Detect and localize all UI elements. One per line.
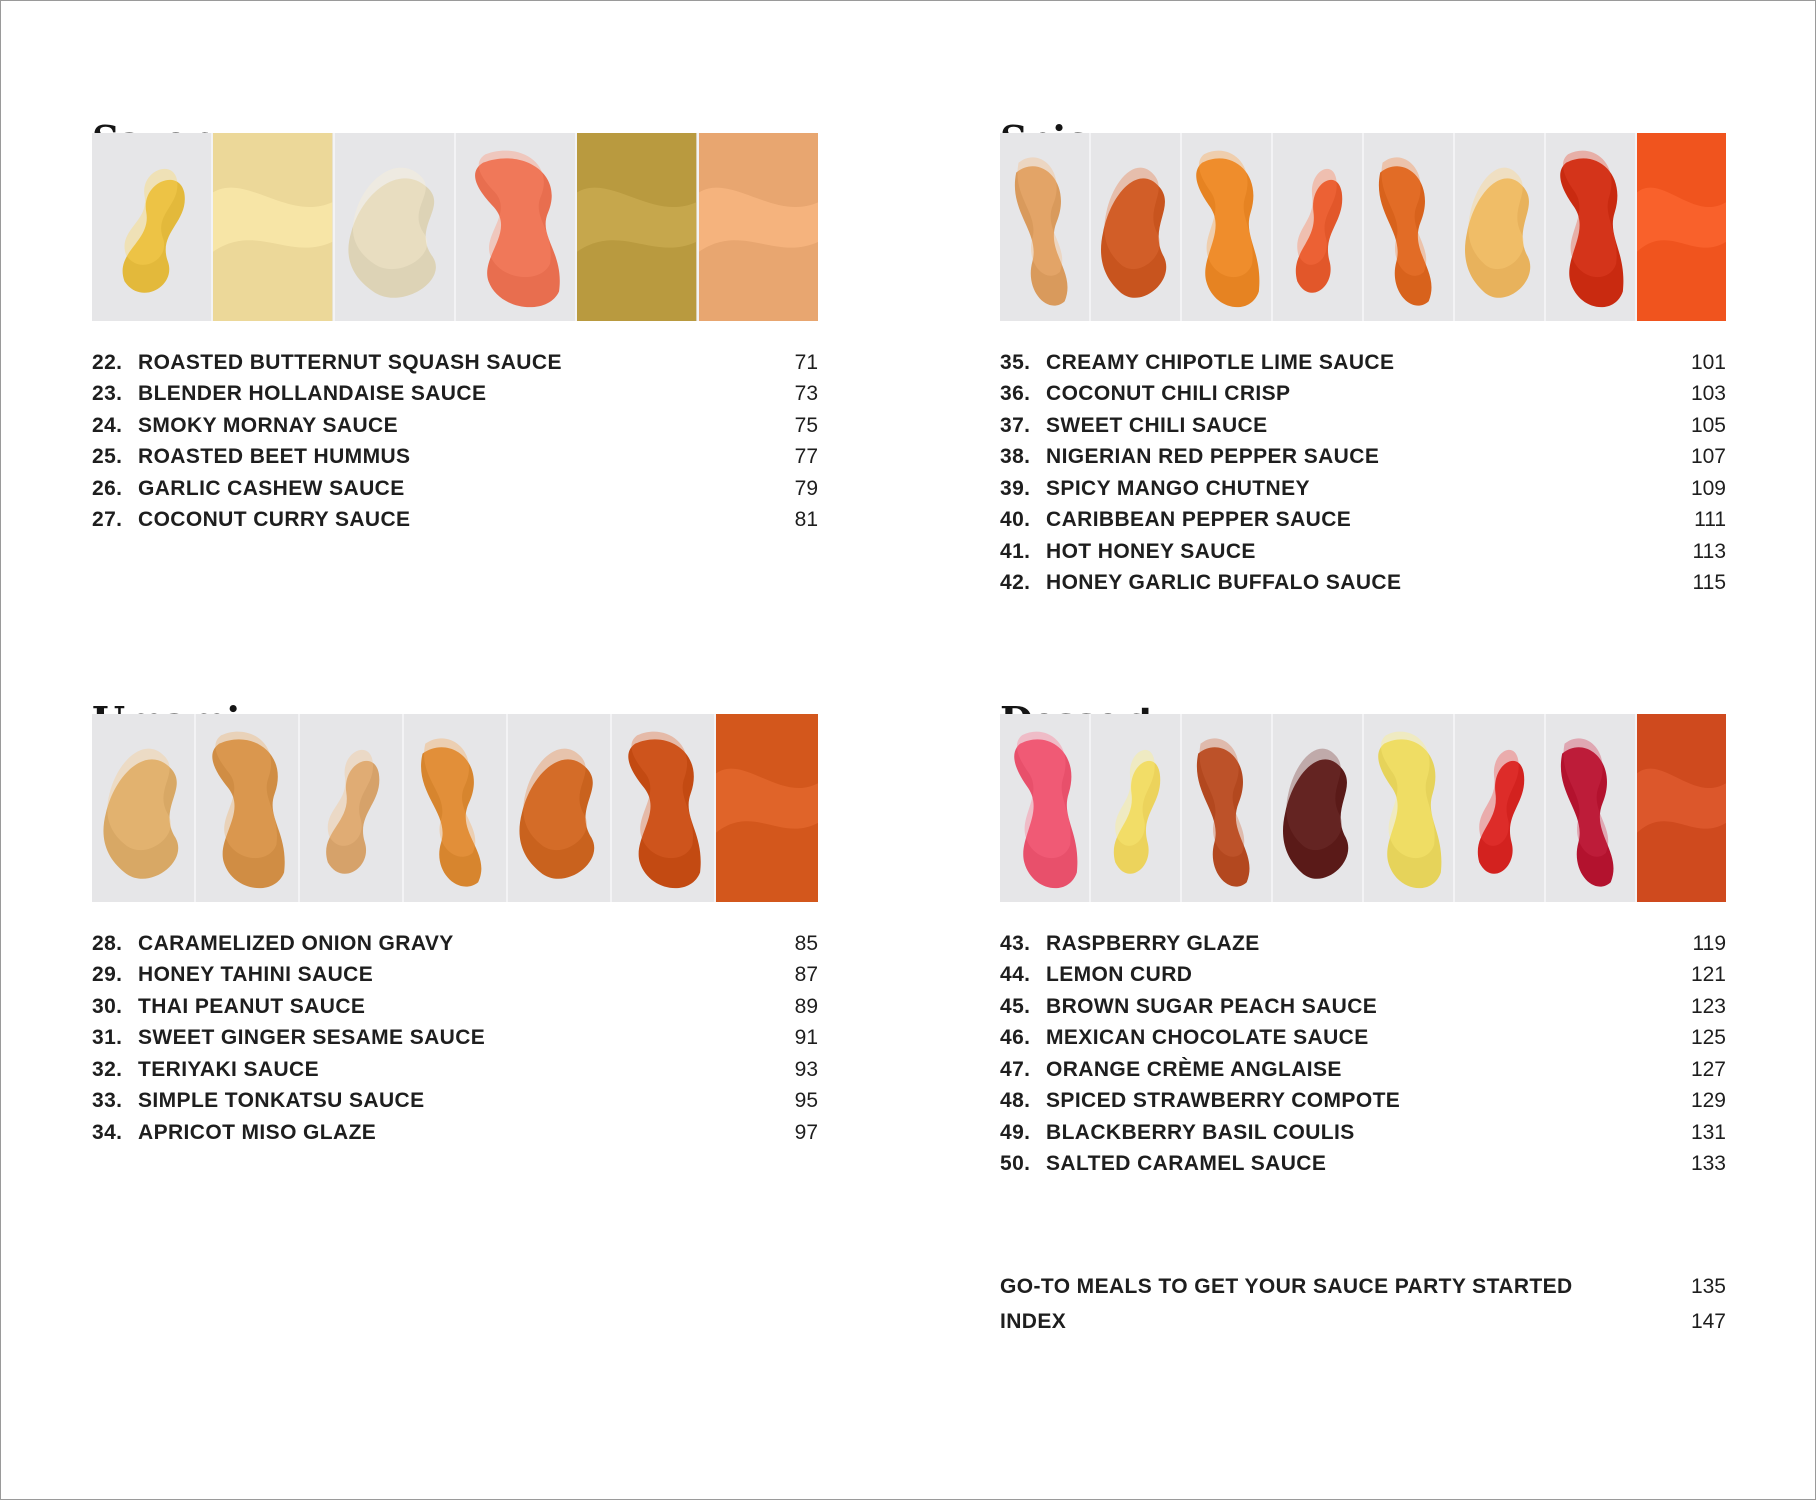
- back-matter-entry[interactable]: [1000, 1269, 1726, 1304]
- recipe-name: THAI PEANUT SAUCE: [138, 994, 366, 1018]
- page-number: 81: [794, 508, 818, 532]
- recipe-entry[interactable]: [1000, 505, 1726, 537]
- sauce-photo-tile: [612, 714, 716, 902]
- recipe-name: RASPBERRY GLAZE: [1046, 931, 1260, 955]
- recipe-number: 41.: [1000, 539, 1031, 563]
- sauce-photo-tile: [1364, 714, 1455, 902]
- page-number: 91: [794, 1026, 818, 1050]
- sauce-photo-strip: [1000, 714, 1726, 902]
- recipe-name: SPICED STRAWBERRY COMPOTE: [1046, 1089, 1401, 1113]
- page-number: 103: [1690, 382, 1726, 406]
- recipe-entry[interactable]: [92, 347, 818, 379]
- sauce-photo-tile: [404, 714, 508, 902]
- sauce-photo-tile: [335, 133, 456, 321]
- entry-name: INDEX: [1000, 1309, 1067, 1333]
- recipe-number: 36.: [1000, 382, 1031, 406]
- recipe-number: 27.: [92, 508, 123, 532]
- page-number: 95: [794, 1089, 818, 1113]
- recipe-number: 22.: [92, 350, 123, 374]
- page-number: 105: [1690, 413, 1726, 437]
- recipe-entry[interactable]: [92, 1086, 818, 1118]
- back-matter-entry[interactable]: [1000, 1304, 1726, 1339]
- recipe-entry[interactable]: [1000, 568, 1726, 600]
- recipe-entry[interactable]: [1000, 928, 1726, 960]
- recipe-number: 34.: [92, 1120, 123, 1144]
- recipe-entry[interactable]: [1000, 1023, 1726, 1055]
- sauce-photo-tile: [1455, 714, 1546, 902]
- sauce-photo-strip: [92, 133, 818, 321]
- page-number: 93: [794, 1057, 818, 1081]
- recipe-number: 48.: [1000, 1089, 1031, 1113]
- sauce-photo-tile: [1546, 714, 1637, 902]
- sauce-photo-tile: [1000, 714, 1091, 902]
- sauce-photo-tile: [577, 133, 698, 321]
- recipe-name: HONEY GARLIC BUFFALO SAUCE: [1046, 571, 1402, 595]
- page-number: 129: [1690, 1089, 1726, 1113]
- recipe-number: 37.: [1000, 413, 1031, 437]
- sauce-photo-tile: [508, 714, 612, 902]
- page-number: 85: [794, 931, 818, 955]
- sauce-photo-tile: [213, 133, 334, 321]
- recipe-number: 45.: [1000, 994, 1031, 1018]
- recipe-name: ORANGE CRÈME ANGLAISE: [1046, 1057, 1342, 1081]
- page-number: 87: [794, 963, 818, 987]
- recipe-name: BROWN SUGAR PEACH SAUCE: [1046, 994, 1378, 1018]
- recipe-entry[interactable]: [92, 410, 818, 442]
- recipe-entry[interactable]: [92, 442, 818, 474]
- recipe-entry[interactable]: [92, 1117, 818, 1149]
- recipe-name: CARIBBEAN PEPPER SAUCE: [1046, 508, 1352, 532]
- sauce-photo-tile: [1364, 133, 1455, 321]
- recipe-name: HONEY TAHINI SAUCE: [138, 963, 374, 987]
- recipe-name: APRICOT MISO GLAZE: [138, 1120, 377, 1144]
- page-number: 123: [1690, 994, 1726, 1018]
- recipe-name: HOT HONEY SAUCE: [1046, 539, 1256, 563]
- page-number: 125: [1690, 1026, 1726, 1050]
- back-matter-list: [1000, 1269, 1726, 1339]
- recipe-entry[interactable]: [92, 1023, 818, 1055]
- sauce-photo-tile: [699, 133, 818, 321]
- recipe-entry[interactable]: [1000, 473, 1726, 505]
- page-number: 135: [1690, 1274, 1726, 1298]
- recipe-entry[interactable]: [92, 960, 818, 992]
- recipe-name: CARAMELIZED ONION GRAVY: [138, 931, 454, 955]
- recipe-name: SWEET CHILI SAUCE: [1046, 413, 1268, 437]
- sauce-photo-tile: [1455, 133, 1546, 321]
- recipe-entry[interactable]: [1000, 1054, 1726, 1086]
- recipe-entry[interactable]: [92, 991, 818, 1023]
- recipe-number: 29.: [92, 963, 123, 987]
- recipe-number: 49.: [1000, 1120, 1031, 1144]
- recipe-name: TERIYAKI SAUCE: [138, 1057, 320, 1081]
- sauce-photo-tile: [1182, 133, 1273, 321]
- recipe-name: ROASTED BUTTERNUT SQUASH SAUCE: [138, 350, 562, 374]
- page-number: 115: [1692, 571, 1726, 595]
- page-number: 121: [1690, 963, 1726, 987]
- recipe-name: NIGERIAN RED PEPPER SAUCE: [1046, 445, 1380, 469]
- recipe-number: 25.: [92, 445, 123, 469]
- page-number: 113: [1692, 539, 1726, 563]
- recipe-number: 26.: [92, 476, 123, 500]
- page-number: 89: [794, 994, 818, 1018]
- recipe-entry[interactable]: [92, 928, 818, 960]
- page-number: 131: [1690, 1120, 1726, 1144]
- sauce-photo-strip: [92, 714, 818, 902]
- recipe-number: 42.: [1000, 571, 1031, 595]
- recipe-number: 30.: [92, 994, 123, 1018]
- recipe-number: 46.: [1000, 1026, 1031, 1050]
- page-number: 75: [794, 413, 818, 437]
- recipe-name: MEXICAN CHOCOLATE SAUCE: [1046, 1026, 1369, 1050]
- recipe-number: 38.: [1000, 445, 1031, 469]
- sauce-photo-tile: [1546, 133, 1637, 321]
- sauce-photo-tile: [300, 714, 404, 902]
- recipe-entry[interactable]: [1000, 1149, 1726, 1181]
- recipe-entry[interactable]: [92, 379, 818, 411]
- sauce-photo-strip: [1000, 133, 1726, 321]
- sauce-photo-tile: [1637, 133, 1726, 321]
- sauce-photo-tile: [456, 133, 577, 321]
- sauce-photo-tile: [1091, 133, 1182, 321]
- recipe-number: 39.: [1000, 476, 1031, 500]
- recipe-number: 40.: [1000, 508, 1031, 532]
- recipe-number: 43.: [1000, 931, 1031, 955]
- page-number: 97: [794, 1120, 818, 1144]
- recipe-number: 31.: [92, 1026, 123, 1050]
- recipe-entry[interactable]: [1000, 1117, 1726, 1149]
- recipe-entry[interactable]: [1000, 960, 1726, 992]
- page-number: 109: [1690, 476, 1726, 500]
- recipe-number: 33.: [92, 1089, 123, 1113]
- recipe-entry[interactable]: [1000, 410, 1726, 442]
- recipe-name: BLENDER HOLLANDAISE SAUCE: [138, 382, 487, 406]
- sauce-photo-tile: [1273, 714, 1364, 902]
- recipe-name: COCONUT CURRY SAUCE: [138, 508, 411, 532]
- sauce-photo-tile: [92, 714, 196, 902]
- sauce-photo-tile: [196, 714, 300, 902]
- entry-name: GO-TO MEALS TO GET YOUR SAUCE PARTY STARTED: [1000, 1274, 1573, 1298]
- recipe-list: [92, 928, 818, 1149]
- recipe-name: GARLIC CASHEW SAUCE: [138, 476, 405, 500]
- recipe-entry[interactable]: [92, 505, 818, 537]
- recipe-entry[interactable]: [1000, 347, 1726, 379]
- recipe-number: 47.: [1000, 1057, 1031, 1081]
- recipe-number: 50.: [1000, 1152, 1031, 1176]
- page-number: 107: [1690, 445, 1726, 469]
- page-number: 147: [1690, 1309, 1726, 1333]
- recipe-number: 44.: [1000, 963, 1031, 987]
- recipe-name: SALTED CARAMEL SAUCE: [1046, 1152, 1327, 1176]
- page-number: 101: [1690, 350, 1726, 374]
- sauce-photo-tile: [1000, 133, 1091, 321]
- page-number: 119: [1692, 931, 1726, 955]
- sauce-photo-tile: [92, 133, 213, 321]
- sauce-photo-tile: [1091, 714, 1182, 902]
- recipe-name: SIMPLE TONKATSU SAUCE: [138, 1089, 425, 1113]
- page-number: 127: [1690, 1057, 1726, 1081]
- recipe-number: 24.: [92, 413, 123, 437]
- recipe-name: COCONUT CHILI CRISP: [1046, 382, 1291, 406]
- page-number: 111: [1694, 508, 1726, 532]
- recipe-number: 28.: [92, 931, 123, 955]
- page-number: 71: [794, 350, 818, 374]
- sauce-photo-tile: [1182, 714, 1273, 902]
- page-number: 79: [794, 476, 818, 500]
- recipe-entry[interactable]: [1000, 379, 1726, 411]
- recipe-entry[interactable]: [92, 473, 818, 505]
- recipe-list: [1000, 347, 1726, 599]
- recipe-entry[interactable]: [1000, 1086, 1726, 1118]
- recipe-entry[interactable]: [1000, 442, 1726, 474]
- page-number: 77: [794, 445, 818, 469]
- recipe-entry[interactable]: [1000, 991, 1726, 1023]
- recipe-list: [1000, 928, 1726, 1180]
- recipe-name: CREAMY CHIPOTLE LIME SAUCE: [1046, 350, 1395, 374]
- recipe-list: [92, 347, 818, 536]
- recipe-name: SPICY MANGO CHUTNEY: [1046, 476, 1310, 500]
- recipe-name: SWEET GINGER SESAME SAUCE: [138, 1026, 486, 1050]
- recipe-name: BLACKBERRY BASIL COULIS: [1046, 1120, 1355, 1144]
- recipe-name: LEMON CURD: [1046, 963, 1193, 987]
- page-number: 73: [794, 382, 818, 406]
- recipe-number: 23.: [92, 382, 123, 406]
- recipe-entry[interactable]: [1000, 536, 1726, 568]
- sauce-photo-tile: [1273, 133, 1364, 321]
- recipe-name: ROASTED BEET HUMMUS: [138, 445, 411, 469]
- recipe-name: SMOKY MORNAY SAUCE: [138, 413, 399, 437]
- recipe-number: 35.: [1000, 350, 1031, 374]
- recipe-number: 32.: [92, 1057, 123, 1081]
- page-number: 133: [1690, 1152, 1726, 1176]
- sauce-photo-tile: [716, 714, 818, 902]
- recipe-entry[interactable]: [92, 1054, 818, 1086]
- sauce-photo-tile: [1637, 714, 1726, 902]
